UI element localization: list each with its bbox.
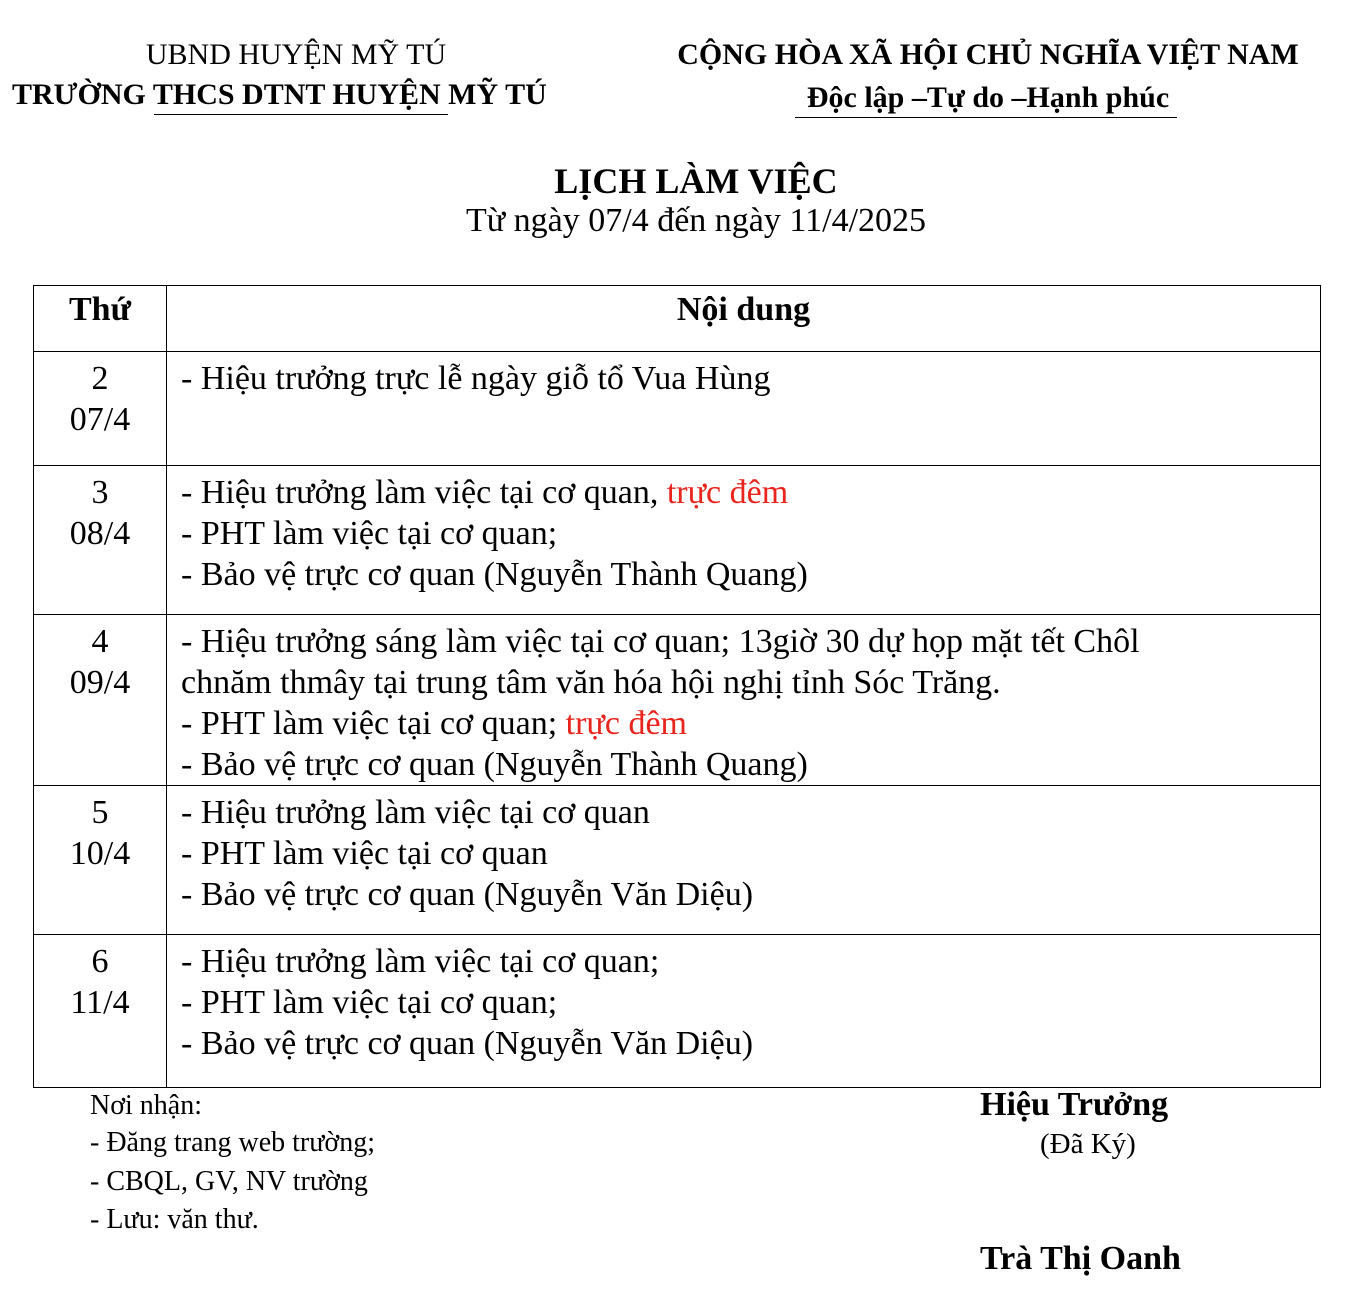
national-title: CỘNG HÒA XÃ HỘI CHỦ NGHĨA VIỆT NAM bbox=[677, 38, 1299, 71]
table-row bbox=[34, 352, 1321, 466]
schedule-table bbox=[33, 285, 1321, 1088]
content-text: - PHT làm việc tại cơ quan bbox=[181, 835, 548, 872]
content-line bbox=[181, 554, 1320, 595]
night-duty-highlight: trực đêm bbox=[565, 705, 687, 742]
content-line bbox=[181, 1023, 1320, 1064]
content-line bbox=[181, 662, 1320, 703]
content-text: - Bảo vệ trực cơ quan (Nguyễn Thành Quang) bbox=[181, 556, 808, 593]
night-duty-highlight: trực đêm bbox=[666, 474, 789, 511]
content-line bbox=[181, 982, 1320, 1023]
table-row bbox=[34, 786, 1321, 935]
document-title: LỊCH LÀM VIỆC bbox=[554, 161, 838, 201]
recipient-item: - CBQL, GV, NV trường bbox=[90, 1166, 368, 1197]
agency-name: UBND HUYỆN MỸ TÚ bbox=[145, 38, 447, 71]
table-header-row bbox=[34, 286, 1321, 352]
content-text: - PHT làm việc tại cơ quan; bbox=[181, 515, 558, 552]
content-text: - Hiệu trưởng sáng làm việc tại cơ quan; 13giờ 30 dự họp mặt tết Chôl bbox=[181, 623, 1140, 660]
content-cell bbox=[167, 615, 1321, 786]
weekday-label: 4 bbox=[91, 623, 109, 660]
school-name: TRƯỜNG THCS DTNT HUYỆN MỸ TÚ bbox=[12, 78, 547, 111]
content-text: - Bảo vệ trực cơ quan (Nguyễn Văn Diệu) bbox=[181, 1025, 754, 1062]
header-weekday: Thứ bbox=[34, 286, 167, 352]
content-line bbox=[181, 358, 1320, 399]
content-text: - Hiệu trưởng trực lễ ngày giỗ tổ Vua Hùng bbox=[181, 360, 771, 397]
content-text: - Bảo vệ trực cơ quan (Nguyễn Thành Quang) bbox=[181, 746, 808, 783]
date-label: 11/4 bbox=[70, 984, 130, 1021]
content-text: chnăm thmây tại trung tâm văn hóa hội nghị tỉnh Sóc Trăng. bbox=[181, 664, 1001, 701]
content-text: - Hiệu trưởng làm việc tại cơ quan; bbox=[181, 943, 660, 980]
content-cell bbox=[167, 466, 1321, 615]
day-cell bbox=[34, 786, 167, 935]
date-label: 10/4 bbox=[69, 835, 131, 872]
date-label: 07/4 bbox=[69, 401, 131, 438]
content-line bbox=[181, 621, 1320, 662]
signer-title: Hiệu Trưởng bbox=[980, 1086, 1169, 1123]
day-cell bbox=[34, 615, 167, 786]
table-row bbox=[34, 935, 1321, 1088]
content-cell bbox=[167, 786, 1321, 935]
weekday-label: 2 bbox=[91, 360, 109, 397]
content-line bbox=[181, 703, 1320, 744]
content-line bbox=[181, 874, 1320, 915]
document-date-range: Từ ngày 07/4 đến ngày 11/4/2025 bbox=[465, 202, 927, 239]
content-text: - PHT làm việc tại cơ quan; bbox=[181, 705, 566, 742]
content-text: - Hiệu trưởng làm việc tại cơ quan bbox=[181, 794, 650, 831]
national-motto: Độc lập –Tự do –Hạnh phúc bbox=[806, 81, 1170, 114]
content-cell bbox=[167, 352, 1321, 466]
motto-underline bbox=[795, 117, 1177, 118]
content-text: - Hiệu trưởng làm việc tại cơ quan, bbox=[181, 474, 667, 511]
day-cell bbox=[34, 466, 167, 615]
content-cell bbox=[167, 935, 1321, 1088]
table-row bbox=[34, 615, 1321, 786]
content-text: - Bảo vệ trực cơ quan (Nguyễn Văn Diệu) bbox=[181, 876, 754, 913]
content-text: - PHT làm việc tại cơ quan; bbox=[181, 984, 558, 1021]
school-name-underline bbox=[154, 114, 448, 115]
recipient-item: - Đăng trang web trường; bbox=[90, 1127, 376, 1158]
content-line bbox=[181, 792, 1320, 833]
content-line bbox=[181, 513, 1320, 554]
content-line bbox=[181, 941, 1320, 982]
day-cell bbox=[34, 352, 167, 466]
weekday-label: 5 bbox=[91, 794, 109, 831]
recipient-item: - Lưu: văn thư. bbox=[90, 1204, 259, 1235]
content-line bbox=[181, 472, 1320, 513]
header-content: Nội dung bbox=[167, 286, 1321, 352]
content-line bbox=[181, 833, 1320, 874]
date-label: 08/4 bbox=[69, 515, 131, 552]
content-line bbox=[181, 744, 1320, 785]
date-label: 09/4 bbox=[69, 664, 131, 701]
signer-name: Trà Thị Oanh bbox=[980, 1240, 1181, 1277]
recipients-label: Nơi nhận: bbox=[90, 1090, 203, 1121]
day-cell bbox=[34, 935, 167, 1088]
weekday-label: 3 bbox=[91, 474, 109, 511]
table-row bbox=[34, 466, 1321, 615]
signed-note: (Đã Ký) bbox=[1040, 1128, 1136, 1160]
weekday-label: 6 bbox=[91, 943, 109, 980]
